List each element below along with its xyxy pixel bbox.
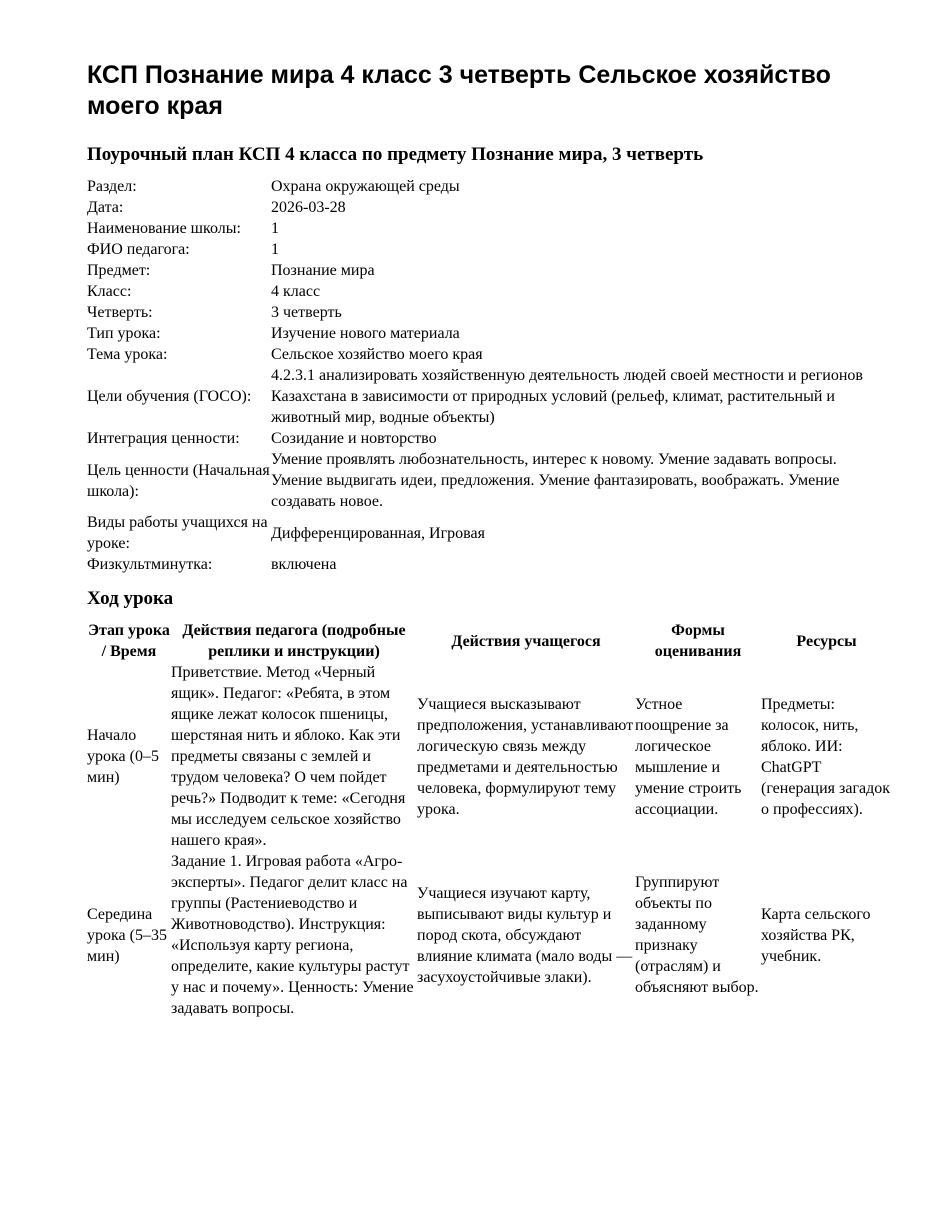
info-label: Тема урока: <box>87 346 168 363</box>
info-value: 4 класс <box>271 283 321 300</box>
info-row <box>87 344 892 365</box>
lesson-progress-heading: Ход урока <box>87 588 174 609</box>
column-header-resources: Ресурсы <box>796 632 857 650</box>
table-row <box>87 851 892 1019</box>
table-cell: Предметы: колосок, нить, яблоко. ИИ: ChatGPT (генерация загадок о профессиях). <box>761 695 891 818</box>
info-value: 1 <box>271 220 279 237</box>
column-header-student-actions: Действия учащегося <box>451 632 601 650</box>
info-label: Наименование школы: <box>87 220 241 237</box>
info-row <box>87 428 892 449</box>
info-row <box>87 218 892 239</box>
info-value: включена <box>271 556 337 573</box>
info-row <box>87 365 892 428</box>
info-row <box>87 323 892 344</box>
info-label: Тип урока: <box>87 325 161 342</box>
table-cell: Группируют объекты по заданному признаку (отраслям) и объясняют выбор. <box>635 874 759 996</box>
info-row <box>87 302 892 323</box>
info-value: Умение проявлять любознательность, интерес к новому. Умение задавать вопросы. Умение выдвигать идеи, предложения. Умение фантазировать, воображать. Умение создавать новое. <box>271 451 840 510</box>
info-row <box>87 260 892 281</box>
info-row <box>87 449 892 512</box>
info-label: Цели обучения (ГОСО): <box>87 388 252 405</box>
lesson-steps-table <box>87 620 892 1019</box>
info-label: Четверть: <box>87 304 153 321</box>
info-label: Предмет: <box>87 262 151 279</box>
table-cell: Устное поощрение за логическое мышление и умение строить ассоциации. <box>635 695 742 818</box>
info-label: Виды работы учащихся на уроке: <box>87 514 268 552</box>
table-row <box>87 662 892 851</box>
info-label: Раздел: <box>87 178 137 195</box>
info-label: Класс: <box>87 283 132 300</box>
column-header-teacher-actions: Действия педагога (подробные реплики и инструкции) <box>182 622 406 660</box>
info-label: ФИО педагога: <box>87 241 190 258</box>
info-value: Охрана окружающей среды <box>271 178 460 195</box>
info-row <box>87 176 892 197</box>
page-title: КСП Познание мира 4 класс 3 четверть Сельское хозяйство моего края <box>87 61 831 120</box>
info-row <box>87 554 892 575</box>
column-header-stage: Этап урока / Время <box>88 622 170 660</box>
info-label: Дата: <box>87 199 124 216</box>
table-cell: Задание 1. Игровая работа «Агро-эксперты». Педагог делит класс на группы (Растениеводство и Животноводство). Инструкция: «Используя карту региона, определите, какие культуры растут у нас и почему». Ценность: Умение задавать вопросы. <box>171 853 414 1017</box>
info-value: 1 <box>271 241 279 258</box>
info-value: Сельское хозяйство моего края <box>271 346 483 363</box>
plan-subtitle: Поурочный план КСП 4 класса по предмету Познание мира, 3 четверть <box>87 144 704 165</box>
info-row <box>87 512 892 554</box>
table-cell: Учащиеся высказывают предположения, устанавливают логическую связь между предметами и деятельностью человека, формулируют тему урока. <box>417 695 634 818</box>
table-cell: Начало урока (0–5 мин) <box>87 727 159 786</box>
info-value: Изучение нового материала <box>271 325 460 342</box>
info-value: 4.2.3.1 анализировать хозяйственную деятельность людей своей местности и регионов Казахстана в зависимости от природных условий (рельеф, климат, растительный и животный мир, водные объекты) <box>271 367 863 426</box>
info-value: Дифференцированная, Игровая <box>271 524 485 542</box>
column-header-assessment: Формы оценивания <box>654 622 742 660</box>
table-cell: Приветствие. Метод «Черный ящик». Педагог: «Ребята, в этом ящике лежат колосок пшеницы, шерстяная нить и яблоко. Как эти предметы связаны с землей и трудом человека? О чем пойдет речь?» Подводит к теме: «Сегодня мы исследуем сельское хозяйство нашего края». <box>171 664 406 849</box>
info-label: Цель ценности (Начальная школа): <box>87 461 270 500</box>
info-label: Интеграция ценности: <box>87 430 240 447</box>
info-row <box>87 239 892 260</box>
info-label: Физкультминутка: <box>87 556 213 573</box>
info-value: 2026-03-28 <box>271 199 346 216</box>
table-cell: Учащиеся изучают карту, выписывают виды культур и пород скота, обсуждают влияние климата (мало воды — засухоустойчивые злаки). <box>417 884 633 986</box>
table-header-row <box>87 620 892 662</box>
info-value: Созидание и новторство <box>271 430 437 447</box>
table-cell: Середина урока (5–35 мин) <box>87 905 167 965</box>
info-value: 3 четверть <box>271 304 342 321</box>
info-value: Познание мира <box>271 262 375 279</box>
info-row <box>87 281 892 302</box>
info-row <box>87 197 892 218</box>
table-cell: Карта сельского хозяйства РК, учебник. <box>761 905 871 965</box>
info-table <box>87 176 892 575</box>
